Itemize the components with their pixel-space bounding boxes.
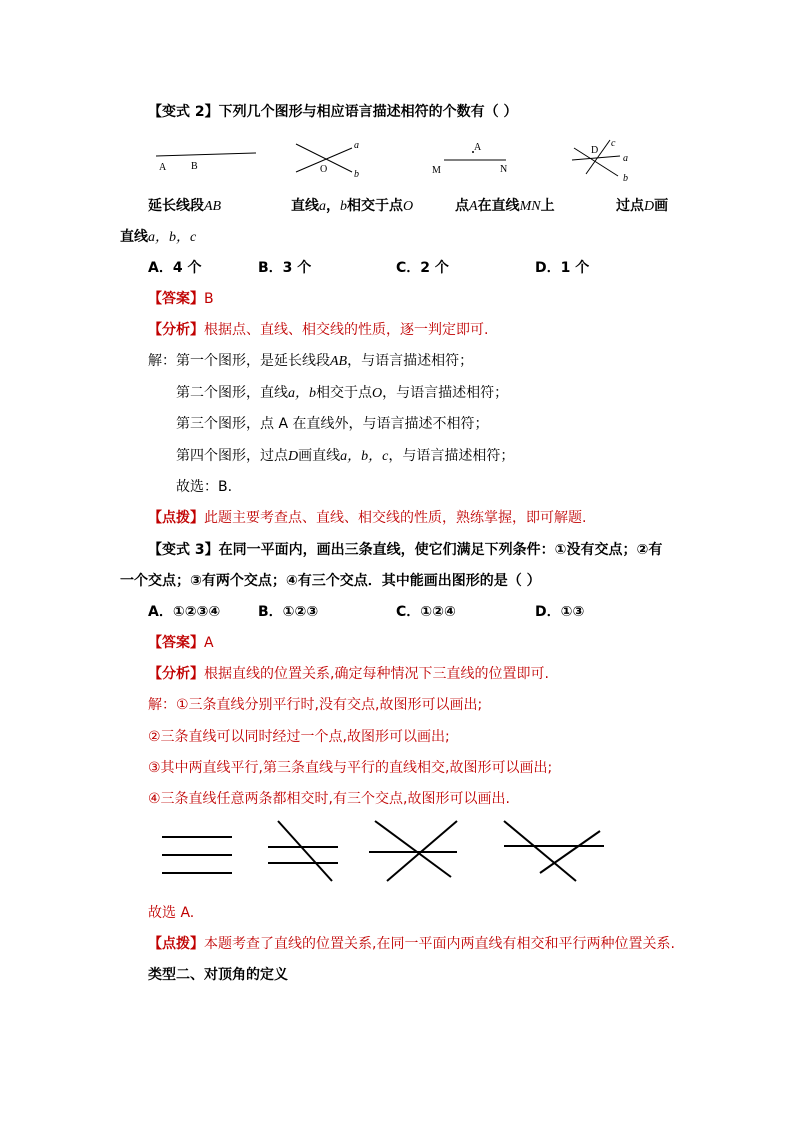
caption-1: 延长线段AB (148, 198, 222, 214)
label-point-d: D (591, 145, 599, 156)
label-line-b: b (623, 173, 628, 184)
diagram-three-parallel-lines (158, 815, 238, 887)
label-point-m: M (432, 165, 441, 176)
line-3 (278, 821, 332, 881)
option-d: D．1 个 (535, 260, 590, 276)
option-a: A．4 个 (148, 260, 202, 276)
answer-line: 【答案】A (148, 635, 214, 651)
solution-line-4: 第四个图形，过点D画直线a，b，c，与语言描述相符； (176, 448, 515, 464)
label-line-a: a (354, 140, 359, 151)
label-point-o: O (320, 164, 328, 175)
question-3-title-line-2: 一个交点；③有两个交点；④有三个交点．其中能画出图形的是（ ） (120, 573, 541, 589)
option-c: C．2 个 (396, 260, 449, 276)
solution-line-4: ④三条直线任意两条都相交时,有三个交点,故图形可以画出. (148, 791, 510, 807)
solution-line-1: 解：第一个图形，是延长线段AB，与语言描述相符； (148, 353, 474, 369)
section-heading: 类型二、对顶角的定义 (148, 967, 288, 983)
solution-line-2: 第二个图形，直线a，b相交于点O，与语言描述相符； (176, 385, 509, 401)
caption-3: 点A在直线MN上 (455, 198, 555, 214)
caption-4-continued: 直线a，b，c (120, 229, 197, 245)
label-point-n: N (500, 164, 508, 175)
option-b: B．①②③ (258, 604, 319, 620)
figure-intersecting-lines (290, 134, 370, 180)
caption-2: 直线a，b相交于点O (291, 198, 414, 214)
solution-line-3: 第三个图形，点 A 在直线外，与语言描述不相符； (176, 416, 489, 432)
question-3-title-line-1: 【变式 3】在同一平面内，画出三条直线，使它们满足下列条件：①没有交点；②有 (148, 542, 663, 558)
label-point-a: A (159, 162, 167, 173)
diagram-two-parallel-one-transversal (264, 815, 344, 887)
solution-line-5: 故选：B. (176, 479, 233, 495)
option-c: C．①②④ (396, 604, 456, 620)
analysis-line: 【分析】根据点、直线、相交线的性质，逐一判定即可. (148, 322, 489, 338)
answer-line: 【答案】B (148, 291, 214, 307)
solution-line-1: 解：①三条直线分别平行时,没有交点,故图形可以画出; (148, 697, 483, 713)
diagram-three-lines-one-point (365, 815, 461, 887)
figure-point-outside-line (428, 138, 524, 178)
tip-line: 【点拨】此题主要考查点、直线、相交线的性质，熟练掌握，即可解题. (148, 510, 587, 526)
caption-4: 过点D画 (616, 198, 669, 214)
label-point-b: B (191, 161, 198, 172)
segment-line (156, 153, 256, 156)
label-line-b: b (354, 169, 359, 180)
tip-line: 【点拨】本题考查了直线的位置关系,在同一平面内两直线有相交和平行两种位置关系. (148, 936, 675, 952)
line-2 (375, 821, 451, 877)
diagram-three-lines-three-points (500, 815, 610, 887)
label-line-c: c (611, 138, 616, 149)
figure-three-lines-through-point (568, 134, 638, 184)
line-3 (540, 831, 600, 873)
option-d: D．①③ (535, 604, 585, 620)
label-point-a: A (474, 142, 482, 153)
solution-line-2: ②三条直线可以同时经过一个点,故图形可以画出; (148, 729, 450, 745)
analysis-line: 【分析】根据直线的位置关系,确定每种情况下三直线的位置即可. (148, 666, 549, 682)
solution-line-3: ③其中两直线平行,第三条直线与平行的直线相交,故图形可以画出; (148, 760, 553, 776)
option-b: B．3 个 (258, 260, 312, 276)
figure-extended-segment (150, 140, 262, 176)
label-line-a: a (623, 153, 628, 164)
conclusion: 故选 A. (148, 905, 195, 921)
question-2-title: 【变式 2】下列几个图形与相应语言描述相符的个数有（ ） (148, 104, 518, 120)
option-a: A．①②③④ (148, 604, 221, 620)
